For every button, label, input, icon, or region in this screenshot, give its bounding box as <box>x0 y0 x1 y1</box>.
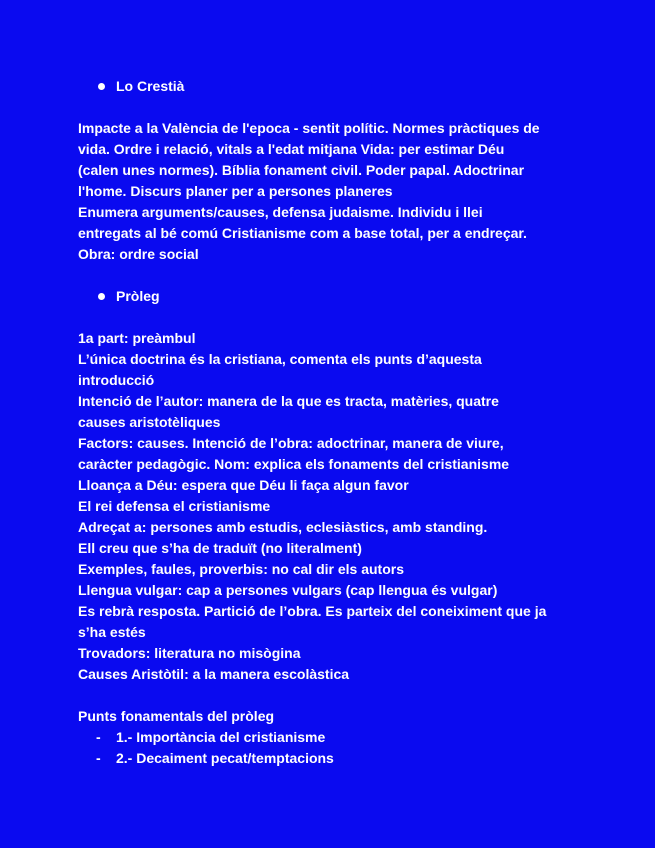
dash-marker: - <box>96 750 101 766</box>
text-line: Exemples, faules, proverbis: no cal dir els autors <box>78 561 405 577</box>
spacer <box>78 97 598 118</box>
text-line: Es rebrà resposta. Partició de l’obra. Es parteix del coneiximent que ja <box>78 603 547 619</box>
list-item <box>78 748 598 769</box>
text-line: Obra: ordre social <box>78 246 199 262</box>
document-page <box>78 76 598 769</box>
text-line: Trovadors: literatura no misògina <box>78 645 301 661</box>
list-item-text: 2.- Decaiment pecat/temptacions <box>116 750 334 766</box>
text-line: Lloança a Déu: espera que Déu li faça algun favor <box>78 477 409 493</box>
paragraph-proleg <box>78 328 598 685</box>
bullet-dot-icon <box>98 83 105 90</box>
text-line: causes aristotèliques <box>78 414 221 430</box>
bullet-heading-lo-crestia <box>78 76 598 97</box>
dash-marker: - <box>96 729 101 745</box>
text-line: Causes Aristòtil: a la manera escolàstica <box>78 666 350 682</box>
text-line: l'home. Discurs planer per a persones planeres <box>78 183 393 199</box>
bullet-heading-proleg <box>78 286 598 307</box>
paragraph-lo-crestia <box>78 118 598 265</box>
text-line: s’ha estés <box>78 624 146 640</box>
text-line: Llengua vulgar: cap a persones vulgars (cap llengua és vulgar) <box>78 582 498 598</box>
text-line: L’única doctrina és la cristiana, comenta els punts d’aquesta <box>78 351 482 367</box>
text-line: El rei defensa el cristianisme <box>78 498 271 514</box>
bullet-dot-icon <box>98 293 105 300</box>
spacer <box>78 265 598 286</box>
text-line: entregats al bé comú Cristianisme com a base total, per a endreçar. <box>78 225 527 241</box>
text-line: vida. Ordre i relació, vitals a l'edat mitjana Vida: per estimar Déu <box>78 141 505 157</box>
text-line: Factors: causes. Intenció de l’obra: adoctrinar, manera de viure, <box>78 435 504 451</box>
spacer <box>78 685 598 706</box>
text-line: Intenció de l’autor: manera de la que es tracta, matèries, quatre <box>78 393 499 409</box>
heading-text: Lo Crestià <box>116 78 185 94</box>
text-line: Impacte a la València de l'epoca - sentit polític. Normes pràctiques de <box>78 120 540 136</box>
text-line: caràcter pedagògic. Nom: explica els fonaments del cristianisme <box>78 456 510 472</box>
spacer <box>78 307 598 328</box>
text-line: introducció <box>78 372 155 388</box>
fundamentals-title: Punts fonamentals del pròleg <box>78 708 275 724</box>
text-line: Enumera arguments/causes, defensa judaisme. Individu i llei <box>78 204 483 220</box>
text-line: (calen unes normes). Bíblia fonament civil. Poder papal. Adoctrinar <box>78 162 525 178</box>
heading-text: Pròleg <box>116 288 160 304</box>
text-line: Ell creu que s’ha de traduït (no literalment) <box>78 540 362 556</box>
list-item <box>78 727 598 748</box>
text-line: Adreçat a: persones amb estudis, eclesiàstics, amb standing. <box>78 519 488 535</box>
text-line: 1a part: preàmbul <box>78 330 196 346</box>
list-item-text: 1.- Importància del cristianisme <box>116 729 326 745</box>
